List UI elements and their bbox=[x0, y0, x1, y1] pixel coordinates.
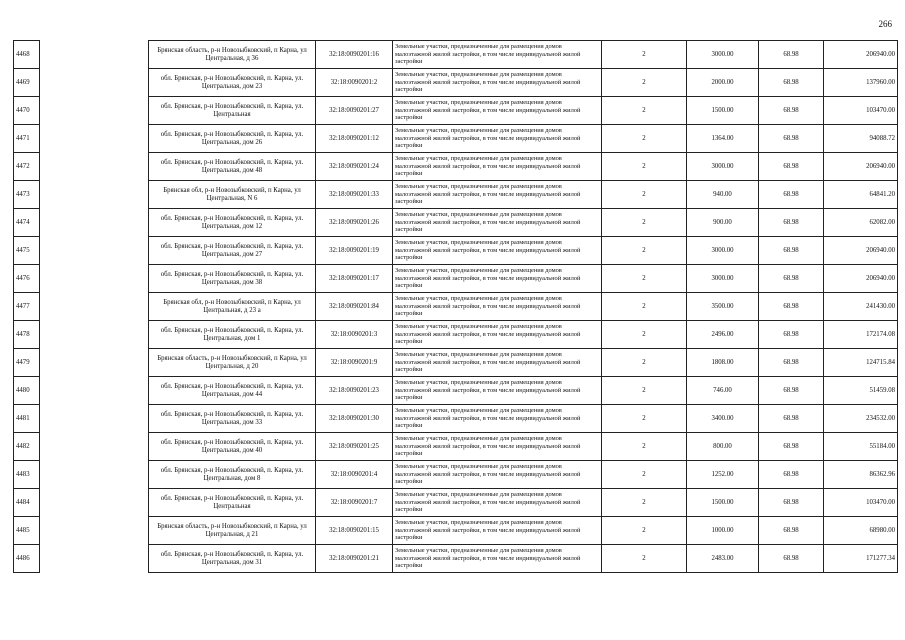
area-cell: 1000.00 bbox=[687, 517, 759, 545]
row-number: 4485 bbox=[14, 517, 40, 545]
cadastral-number-cell: 32:18:0090201:17 bbox=[316, 265, 393, 293]
address-cell: обл. Брянская, р-н Новозыбковский, п. Карна, ул. Центральная, дом 12 bbox=[149, 209, 316, 237]
area-cell: 2483.00 bbox=[687, 545, 759, 573]
table-row bbox=[14, 461, 898, 489]
cadastral-value-table bbox=[13, 40, 898, 573]
land-use-cell: Земельные участки, предназначенные для размещения домов малоэтажной жилой застройки, в том числе индивидуальной жилой застройки bbox=[393, 405, 602, 433]
cadastral-number-cell: 32:18:0090201:24 bbox=[316, 153, 393, 181]
group-code-cell: 2 bbox=[602, 97, 687, 125]
land-use-cell: Земельные участки, предназначенные для размещения домов малоэтажной жилой застройки, в том числе индивидуальной жилой застройки bbox=[393, 321, 602, 349]
area-cell: 1500.00 bbox=[687, 97, 759, 125]
land-use-cell: Земельные участки, предназначенные для размещения домов малоэтажной жилой застройки, в том числе индивидуальной жилой застройки bbox=[393, 293, 602, 321]
cadastral-number-cell: 32:18:0090201:33 bbox=[316, 181, 393, 209]
group-code-cell: 2 bbox=[602, 461, 687, 489]
cadastral-value-cell: 64841.20 bbox=[824, 181, 898, 209]
address-cell: Брянская обл, р-н Новозыбковский, п Карна, ул Центральная, д 23 а bbox=[149, 293, 316, 321]
row-number: 4471 bbox=[14, 125, 40, 153]
specific-value-cell: 68.98 bbox=[759, 433, 824, 461]
empty-cell bbox=[40, 153, 149, 181]
cadastral-value-cell: 55184.00 bbox=[824, 433, 898, 461]
area-cell: 3500.00 bbox=[687, 293, 759, 321]
area-cell: 2496.00 bbox=[687, 321, 759, 349]
row-number: 4484 bbox=[14, 489, 40, 517]
group-code-cell: 2 bbox=[602, 321, 687, 349]
table-row bbox=[14, 153, 898, 181]
specific-value-cell: 68.98 bbox=[759, 125, 824, 153]
area-cell: 1364.00 bbox=[687, 125, 759, 153]
cadastral-value-cell: 241430.00 bbox=[824, 293, 898, 321]
area-cell: 2000.00 bbox=[687, 69, 759, 97]
empty-cell bbox=[40, 125, 149, 153]
table-row bbox=[14, 433, 898, 461]
land-use-cell: Земельные участки, предназначенные для размещения домов малоэтажной жилой застройки, в том числе индивидуальной жилой застройки bbox=[393, 209, 602, 237]
row-number: 4478 bbox=[14, 321, 40, 349]
cadastral-value-cell: 103470.00 bbox=[824, 97, 898, 125]
land-use-cell: Земельные участки, предназначенные для размещения домов малоэтажной жилой застройки, в том числе индивидуальной жилой застройки bbox=[393, 265, 602, 293]
specific-value-cell: 68.98 bbox=[759, 405, 824, 433]
empty-cell bbox=[40, 349, 149, 377]
land-use-cell: Земельные участки, предназначенные для размещения домов малоэтажной жилой застройки, в том числе индивидуальной жилой застройки bbox=[393, 545, 602, 573]
specific-value-cell: 68.98 bbox=[759, 489, 824, 517]
table-row bbox=[14, 181, 898, 209]
address-cell: обл. Брянская, р-н Новозыбковский, п. Карна, ул. Центральная, дом 31 bbox=[149, 545, 316, 573]
area-cell: 1252.00 bbox=[687, 461, 759, 489]
cadastral-number-cell: 32:18:0090201:2 bbox=[316, 69, 393, 97]
address-cell: обл. Брянская, р-н Новозыбковский, п. Карна, ул. Центральная, дом 38 bbox=[149, 265, 316, 293]
group-code-cell: 2 bbox=[602, 433, 687, 461]
group-code-cell: 2 bbox=[602, 237, 687, 265]
empty-cell bbox=[40, 97, 149, 125]
cadastral-value-cell: 206940.00 bbox=[824, 237, 898, 265]
address-cell: обл. Брянская, р-н Новозыбковский, п. Карна, ул. Центральная, дом 48 bbox=[149, 153, 316, 181]
table-row bbox=[14, 237, 898, 265]
address-cell: обл. Брянская, р-н Новозыбковский, п. Карна, ул. Центральная, дом 8 bbox=[149, 461, 316, 489]
land-use-cell: Земельные участки, предназначенные для размещения домов малоэтажной жилой застройки, в том числе индивидуальной жилой застройки bbox=[393, 41, 602, 69]
row-number: 4475 bbox=[14, 237, 40, 265]
cadastral-value-cell: 234532.00 bbox=[824, 405, 898, 433]
cadastral-number-cell: 32:18:0090201:3 bbox=[316, 321, 393, 349]
page-number: 266 bbox=[878, 19, 892, 29]
table-row bbox=[14, 517, 898, 545]
cadastral-number-cell: 32:18:0090201:4 bbox=[316, 461, 393, 489]
row-number: 4481 bbox=[14, 405, 40, 433]
land-use-cell: Земельные участки, предназначенные для размещения домов малоэтажной жилой застройки, в том числе индивидуальной жилой застройки bbox=[393, 349, 602, 377]
group-code-cell: 2 bbox=[602, 265, 687, 293]
land-use-cell: Земельные участки, предназначенные для размещения домов малоэтажной жилой застройки, в том числе индивидуальной жилой застройки bbox=[393, 97, 602, 125]
table-row bbox=[14, 265, 898, 293]
land-use-cell: Земельные участки, предназначенные для размещения домов малоэтажной жилой застройки, в том числе индивидуальной жилой застройки bbox=[393, 181, 602, 209]
cadastral-value-cell: 86362.96 bbox=[824, 461, 898, 489]
table-row bbox=[14, 489, 898, 517]
cadastral-number-cell: 32:18:0090201:27 bbox=[316, 97, 393, 125]
cadastral-value-cell: 206940.00 bbox=[824, 41, 898, 69]
specific-value-cell: 68.98 bbox=[759, 41, 824, 69]
cadastral-value-cell: 206940.00 bbox=[824, 265, 898, 293]
table-row bbox=[14, 293, 898, 321]
empty-cell bbox=[40, 377, 149, 405]
row-number: 4477 bbox=[14, 293, 40, 321]
group-code-cell: 2 bbox=[602, 489, 687, 517]
row-number: 4469 bbox=[14, 69, 40, 97]
area-cell: 940.00 bbox=[687, 181, 759, 209]
row-number: 4480 bbox=[14, 377, 40, 405]
group-code-cell: 2 bbox=[602, 517, 687, 545]
land-use-cell: Земельные участки, предназначенные для размещения домов малоэтажной жилой застройки, в том числе индивидуальной жилой застройки bbox=[393, 461, 602, 489]
specific-value-cell: 68.98 bbox=[759, 545, 824, 573]
row-number: 4483 bbox=[14, 461, 40, 489]
cadastral-number-cell: 32:18:0090201:7 bbox=[316, 489, 393, 517]
land-use-cell: Земельные участки, предназначенные для размещения домов малоэтажной жилой застройки, в том числе индивидуальной жилой застройки bbox=[393, 377, 602, 405]
row-number: 4479 bbox=[14, 349, 40, 377]
group-code-cell: 2 bbox=[602, 377, 687, 405]
group-code-cell: 2 bbox=[602, 69, 687, 97]
cadastral-value-cell: 68980.00 bbox=[824, 517, 898, 545]
specific-value-cell: 68.98 bbox=[759, 517, 824, 545]
address-cell: обл. Брянская, р-н Новозыбковский, п. Карна, ул. Центральная, дом 33 bbox=[149, 405, 316, 433]
land-use-cell: Земельные участки, предназначенные для размещения домов малоэтажной жилой застройки, в том числе индивидуальной жилой застройки bbox=[393, 489, 602, 517]
row-number: 4486 bbox=[14, 545, 40, 573]
specific-value-cell: 68.98 bbox=[759, 377, 824, 405]
group-code-cell: 2 bbox=[602, 349, 687, 377]
area-cell: 3400.00 bbox=[687, 405, 759, 433]
table-row bbox=[14, 405, 898, 433]
group-code-cell: 2 bbox=[602, 209, 687, 237]
area-cell: 1500.00 bbox=[687, 489, 759, 517]
specific-value-cell: 68.98 bbox=[759, 97, 824, 125]
land-use-cell: Земельные участки, предназначенные для размещения домов малоэтажной жилой застройки, в том числе индивидуальной жилой застройки bbox=[393, 433, 602, 461]
land-use-cell: Земельные участки, предназначенные для размещения домов малоэтажной жилой застройки, в том числе индивидуальной жилой застройки bbox=[393, 125, 602, 153]
cadastral-value-cell: 171277.34 bbox=[824, 545, 898, 573]
table-row bbox=[14, 349, 898, 377]
area-cell: 3000.00 bbox=[687, 41, 759, 69]
cadastral-number-cell: 32:18:0090201:21 bbox=[316, 545, 393, 573]
empty-cell bbox=[40, 209, 149, 237]
cadastral-number-cell: 32:18:0090201:26 bbox=[316, 209, 393, 237]
table-row bbox=[14, 545, 898, 573]
cadastral-value-cell: 103470.00 bbox=[824, 489, 898, 517]
table-row bbox=[14, 209, 898, 237]
table-row bbox=[14, 377, 898, 405]
address-cell: обл. Брянская, р-н Новозыбковский, п. Карна, ул. Центральная bbox=[149, 97, 316, 125]
empty-cell bbox=[40, 69, 149, 97]
row-number: 4468 bbox=[14, 41, 40, 69]
cadastral-number-cell: 32:18:0090201:9 bbox=[316, 349, 393, 377]
specific-value-cell: 68.98 bbox=[759, 69, 824, 97]
empty-cell bbox=[40, 181, 149, 209]
specific-value-cell: 68.98 bbox=[759, 321, 824, 349]
land-use-cell: Земельные участки, предназначенные для размещения домов малоэтажной жилой застройки, в том числе индивидуальной жилой застройки bbox=[393, 153, 602, 181]
cadastral-number-cell: 32:18:0090201:84 bbox=[316, 293, 393, 321]
specific-value-cell: 68.98 bbox=[759, 181, 824, 209]
group-code-cell: 2 bbox=[602, 405, 687, 433]
empty-cell bbox=[40, 293, 149, 321]
address-cell: обл. Брянская, р-н Новозыбковский, п. Карна, ул. Центральная, дом 44 bbox=[149, 377, 316, 405]
cadastral-value-cell: 62082.00 bbox=[824, 209, 898, 237]
row-number: 4482 bbox=[14, 433, 40, 461]
specific-value-cell: 68.98 bbox=[759, 209, 824, 237]
address-cell: обл. Брянская, р-н Новозыбковский, п. Карна, ул. Центральная, дом 1 bbox=[149, 321, 316, 349]
row-number: 4472 bbox=[14, 153, 40, 181]
row-number: 4474 bbox=[14, 209, 40, 237]
area-cell: 3000.00 bbox=[687, 265, 759, 293]
specific-value-cell: 68.98 bbox=[759, 153, 824, 181]
group-code-cell: 2 bbox=[602, 293, 687, 321]
row-number: 4476 bbox=[14, 265, 40, 293]
group-code-cell: 2 bbox=[602, 545, 687, 573]
address-cell: обл. Брянская, р-н Новозыбковский, п. Карна, ул. Центральная, дом 23 bbox=[149, 69, 316, 97]
cadastral-number-cell: 32:18:0090201:19 bbox=[316, 237, 393, 265]
cadastral-value-cell: 137960.00 bbox=[824, 69, 898, 97]
area-cell: 900.00 bbox=[687, 209, 759, 237]
row-number: 4473 bbox=[14, 181, 40, 209]
empty-cell bbox=[40, 405, 149, 433]
specific-value-cell: 68.98 bbox=[759, 293, 824, 321]
area-cell: 3000.00 bbox=[687, 153, 759, 181]
specific-value-cell: 68.98 bbox=[759, 265, 824, 293]
table-row bbox=[14, 97, 898, 125]
empty-cell bbox=[40, 265, 149, 293]
specific-value-cell: 68.98 bbox=[759, 237, 824, 265]
area-cell: 1808.00 bbox=[687, 349, 759, 377]
address-cell: обл. Брянская, р-н Новозыбковский, п. Карна, ул. Центральная, дом 26 bbox=[149, 125, 316, 153]
cadastral-number-cell: 32:18:0090201:15 bbox=[316, 517, 393, 545]
empty-cell bbox=[40, 461, 149, 489]
specific-value-cell: 68.98 bbox=[759, 349, 824, 377]
cadastral-value-cell: 124715.84 bbox=[824, 349, 898, 377]
land-use-cell: Земельные участки, предназначенные для размещения домов малоэтажной жилой застройки, в том числе индивидуальной жилой застройки bbox=[393, 69, 602, 97]
cadastral-value-cell: 51459.08 bbox=[824, 377, 898, 405]
group-code-cell: 2 bbox=[602, 41, 687, 69]
address-cell: Брянская обл, р-н Новозыбковский, п Карна, ул Центральная, N 6 bbox=[149, 181, 316, 209]
table-row bbox=[14, 69, 898, 97]
land-use-cell: Земельные участки, предназначенные для размещения домов малоэтажной жилой застройки, в том числе индивидуальной жилой застройки bbox=[393, 237, 602, 265]
group-code-cell: 2 bbox=[602, 181, 687, 209]
empty-cell bbox=[40, 41, 149, 69]
specific-value-cell: 68.98 bbox=[759, 461, 824, 489]
area-cell: 3000.00 bbox=[687, 237, 759, 265]
empty-cell bbox=[40, 517, 149, 545]
cadastral-number-cell: 32:18:0090201:12 bbox=[316, 125, 393, 153]
empty-cell bbox=[40, 545, 149, 573]
empty-cell bbox=[40, 237, 149, 265]
address-cell: Брянская область, р-н Новозыбковский, п Карна, ул Центральная, д 21 bbox=[149, 517, 316, 545]
group-code-cell: 2 bbox=[602, 125, 687, 153]
address-cell: Брянская область, р-н Новозыбковский, п Карна, ул Центральная, д 20 bbox=[149, 349, 316, 377]
table-body bbox=[14, 41, 898, 573]
address-cell: обл. Брянская, р-н Новозыбковский, п. Карна, ул. Центральная bbox=[149, 489, 316, 517]
land-use-cell: Земельные участки, предназначенные для размещения домов малоэтажной жилой застройки, в том числе индивидуальной жилой застройки bbox=[393, 517, 602, 545]
cadastral-number-cell: 32:18:0090201:25 bbox=[316, 433, 393, 461]
cadastral-number-cell: 32:18:0090201:30 bbox=[316, 405, 393, 433]
address-cell: обл. Брянская, р-н Новозыбковский, п. Карна, ул. Центральная, дом 27 bbox=[149, 237, 316, 265]
table-row bbox=[14, 321, 898, 349]
row-number: 4470 bbox=[14, 97, 40, 125]
table-row bbox=[14, 41, 898, 69]
cadastral-number-cell: 32:18:0090201:23 bbox=[316, 377, 393, 405]
address-cell: Брянская область, р-н Новозыбковский, п Карна, ул Центральная, д 36 bbox=[149, 41, 316, 69]
cadastral-number-cell: 32:18:0090201:16 bbox=[316, 41, 393, 69]
table-row bbox=[14, 125, 898, 153]
cadastral-value-cell: 206940.00 bbox=[824, 153, 898, 181]
cadastral-value-cell: 94088.72 bbox=[824, 125, 898, 153]
empty-cell bbox=[40, 489, 149, 517]
empty-cell bbox=[40, 433, 149, 461]
address-cell: обл. Брянская, р-н Новозыбковский, п. Карна, ул. Центральная, дом 40 bbox=[149, 433, 316, 461]
empty-cell bbox=[40, 321, 149, 349]
area-cell: 800.00 bbox=[687, 433, 759, 461]
area-cell: 746.00 bbox=[687, 377, 759, 405]
cadastral-value-cell: 172174.08 bbox=[824, 321, 898, 349]
group-code-cell: 2 bbox=[602, 153, 687, 181]
